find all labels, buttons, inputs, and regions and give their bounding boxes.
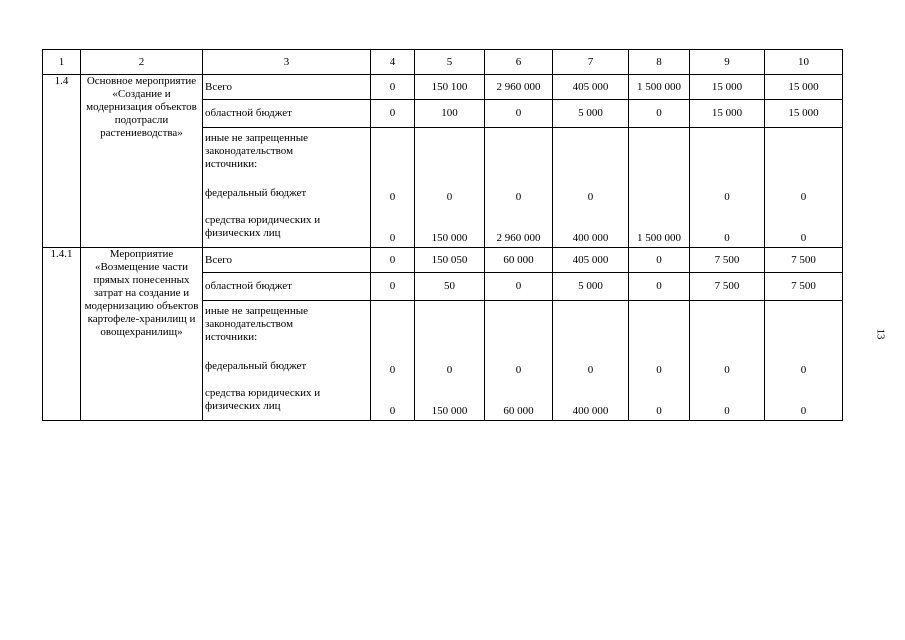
- header-cell: 3: [203, 50, 371, 75]
- row-label: областной бюджет: [203, 273, 371, 301]
- value-cell: 15 000: [690, 75, 765, 100]
- value-cell: [765, 301, 843, 421]
- value-cell: 1 500 000: [629, 75, 690, 100]
- value-cell: 15 000: [765, 100, 843, 128]
- value-cell: 100: [415, 100, 485, 128]
- federal-value: 0: [446, 191, 453, 203]
- federal-value: 0: [800, 364, 807, 376]
- value-cell: [690, 301, 765, 421]
- value-cell: 0: [371, 273, 415, 301]
- value-cell: [629, 128, 690, 248]
- value-cell: 15 000: [765, 75, 843, 100]
- legal-value: 0: [800, 405, 807, 417]
- legal-value: 400 000: [572, 232, 609, 244]
- value-cell: 405 000: [553, 75, 629, 100]
- value-cell: [553, 301, 629, 421]
- value-cell: 7 500: [690, 273, 765, 301]
- table-row: [43, 248, 843, 273]
- legal-label: средства юридических и физических лиц: [205, 214, 321, 239]
- value-cell: 150 050: [415, 248, 485, 273]
- value-cell: 0: [629, 273, 690, 301]
- page-number: 13: [874, 328, 887, 340]
- sources-cell: [203, 128, 371, 248]
- header-cell: 6: [485, 50, 553, 75]
- legal-value: 400 000: [572, 405, 609, 417]
- sources-intro: иные не запрещенные законодательством источники:: [205, 305, 309, 343]
- row-label: областной бюджет: [203, 100, 371, 128]
- value-cell: 60 000: [485, 248, 553, 273]
- legal-value: 1 500 000: [637, 232, 681, 244]
- value-cell: 2 960 000: [485, 75, 553, 100]
- item-name: Основное мероприятие «Создание и модернизация объектов подотрасли растениеводства»: [81, 75, 203, 248]
- value-cell: 7 500: [690, 248, 765, 273]
- value-cell: 0: [371, 100, 415, 128]
- item-name: Мероприятие «Возмещение части прямых понесенных затрат на создание и модернизацию объектов картофеле-хранилищ и овощехранилищ»: [81, 248, 203, 421]
- value-cell: [765, 128, 843, 248]
- header-row: [43, 50, 843, 75]
- legal-value: 2 960 000: [496, 232, 541, 244]
- legal-value: 150 000: [431, 405, 468, 417]
- federal-value: 0: [724, 191, 730, 203]
- value-cell: 0: [371, 248, 415, 273]
- value-cell: 405 000: [553, 248, 629, 273]
- item-code: 1.4.1: [43, 248, 81, 421]
- value-cell: [415, 128, 485, 248]
- budget-table: [42, 49, 843, 421]
- federal-value: 0: [446, 364, 453, 376]
- header-cell: 10: [765, 50, 843, 75]
- value-cell: 0: [485, 100, 553, 128]
- legal-value: 0: [656, 405, 662, 417]
- sources-cell: [203, 301, 371, 421]
- row-label: Всего: [203, 248, 371, 273]
- value-cell: 50: [415, 273, 485, 301]
- legal-value: 0: [389, 232, 396, 244]
- federal-value: 0: [389, 364, 396, 376]
- federal-label: федеральный бюджет: [205, 187, 307, 199]
- federal-value: 0: [515, 191, 522, 203]
- header-cell: 7: [553, 50, 629, 75]
- federal-label: федеральный бюджет: [205, 360, 307, 372]
- value-cell: 7 500: [765, 248, 843, 273]
- federal-value: 0: [389, 191, 396, 203]
- value-cell: [485, 301, 553, 421]
- value-cell: 15 000: [690, 100, 765, 128]
- federal-value: 0: [587, 191, 594, 203]
- legal-value: 0: [724, 405, 730, 417]
- header-cell: 8: [629, 50, 690, 75]
- value-cell: [371, 301, 415, 421]
- value-cell: [415, 301, 485, 421]
- legal-value: 60 000: [503, 405, 534, 417]
- legal-value: 150 000: [431, 232, 468, 244]
- value-cell: [553, 128, 629, 248]
- row-label: Всего: [203, 75, 371, 100]
- value-cell: 0: [371, 75, 415, 100]
- value-cell: 0: [629, 100, 690, 128]
- federal-value: 0: [656, 364, 662, 376]
- header-cell: 1: [43, 50, 81, 75]
- item-code: 1.4: [43, 75, 81, 248]
- value-cell: [371, 128, 415, 248]
- budget-table-body: [43, 50, 843, 421]
- federal-value: 0: [515, 364, 522, 376]
- header-cell: 9: [690, 50, 765, 75]
- value-cell: 0: [629, 248, 690, 273]
- value-cell: 0: [485, 273, 553, 301]
- legal-label: средства юридических и физических лиц: [205, 387, 321, 412]
- legal-value: 0: [800, 232, 807, 244]
- value-cell: 7 500: [765, 273, 843, 301]
- value-cell: [690, 128, 765, 248]
- header-cell: 4: [371, 50, 415, 75]
- legal-value: 0: [389, 405, 396, 417]
- value-cell: 150 100: [415, 75, 485, 100]
- value-cell: [629, 301, 690, 421]
- value-cell: 5 000: [553, 100, 629, 128]
- federal-value: 0: [587, 364, 594, 376]
- sources-intro: иные не запрещенные законодательством источники:: [205, 132, 309, 170]
- table-row: [43, 75, 843, 100]
- legal-value: 0: [724, 232, 730, 244]
- header-cell: 2: [81, 50, 203, 75]
- federal-value: 0: [800, 191, 807, 203]
- value-cell: [485, 128, 553, 248]
- header-cell: 5: [415, 50, 485, 75]
- federal-value: 0: [724, 364, 730, 376]
- value-cell: 5 000: [553, 273, 629, 301]
